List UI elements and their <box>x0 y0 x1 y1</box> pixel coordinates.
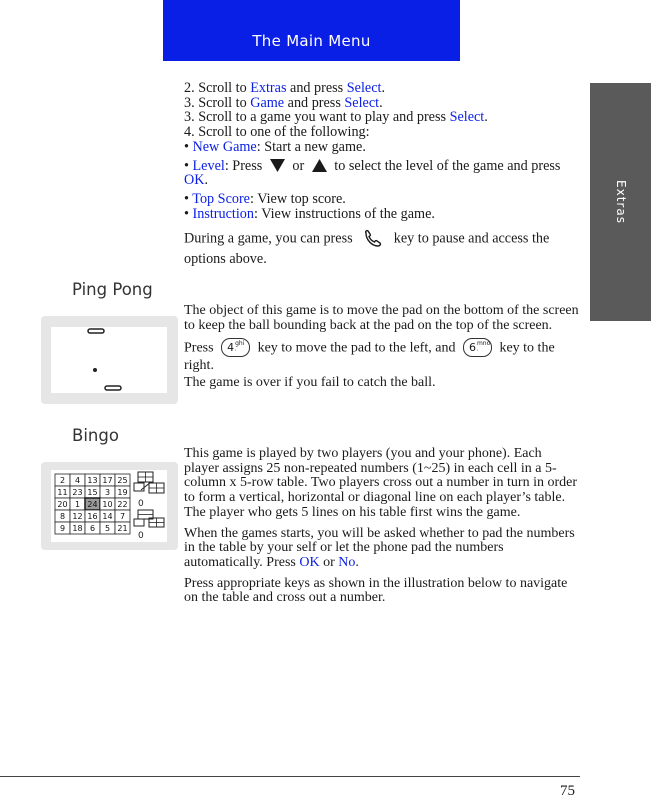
ball <box>93 368 97 372</box>
ping-pong-p3: The game is over if you fail to catch the ball. <box>184 375 436 391</box>
send-key-icon <box>360 228 386 250</box>
ping-pong-illustration <box>41 316 178 404</box>
ping-pong-heading: Ping Pong <box>72 280 153 299</box>
step-3a: 3. Scroll to Game and press Select. <box>184 94 383 111</box>
footer-rule <box>0 776 580 777</box>
bingo-cell-number: 25 <box>117 476 128 485</box>
score-bottom: 0 <box>138 531 144 541</box>
key-6-icon: 6 mno ᵢ <box>463 338 492 357</box>
bingo-cell-number: 10 <box>102 500 113 509</box>
page-header <box>163 0 460 61</box>
bingo-cell-number: 22 <box>117 500 128 509</box>
bingo-cell-number: 6 <box>89 524 96 533</box>
ping-pong-p2: Press 4 ghi ᵢ key to move the pad to the left, and 6 mno ᵢ key to the right. <box>184 340 555 374</box>
bingo-cell-number: 19 <box>117 488 128 497</box>
page-number: 75 <box>560 783 575 799</box>
bingo-cell-number: 5 <box>104 524 111 533</box>
bingo-cell-number: 24 <box>87 500 98 509</box>
bingo-cell-number: 2 <box>59 476 66 485</box>
bingo-cell-number: 1 <box>74 500 81 509</box>
bingo-cell-number: 3 <box>104 488 111 497</box>
bullet-top-score: • Top Score: View top score. <box>184 190 346 207</box>
bingo-cell-number: 7 <box>119 512 126 521</box>
bingo-cell-number: 11 <box>57 488 68 497</box>
bingo-cell-number: 23 <box>72 488 83 497</box>
step-4: 4. Scroll to one of the following: <box>184 124 370 141</box>
bingo-cell-number: 16 <box>87 512 98 521</box>
bingo-cell-number: 15 <box>87 488 98 497</box>
bingo-cell-number: 13 <box>87 476 98 485</box>
step-2: 2. Scroll to Extras and press Select. <box>184 80 385 96</box>
key-4-icon: 4 ghi ᵢ <box>221 338 250 357</box>
ping-pong-text <box>184 304 580 391</box>
down-arrow-icon <box>270 159 285 172</box>
ping-pong-screen <box>41 316 178 404</box>
score-top: 0 <box>138 499 144 509</box>
bullet-level: • Level: Press or to select the level of the game and press OK. <box>184 157 561 189</box>
bingo-screen <box>41 462 178 550</box>
step-3b: 3. Scroll to a game you want to play and press Select. <box>184 109 488 126</box>
bingo-cell-number: 8 <box>59 512 66 521</box>
bingo-cell-number: 20 <box>57 500 68 509</box>
header-title: The Main Menu <box>252 32 371 50</box>
bingo-cell-number: 17 <box>102 476 113 485</box>
steps-list <box>184 81 580 221</box>
bullet-new-game: • New Game: Start a new game. <box>184 138 366 155</box>
bingo-text <box>184 447 580 606</box>
bingo-cell-number: 18 <box>72 524 83 533</box>
bingo-cell-number: 4 <box>74 476 81 485</box>
bingo-p1: This game is played by two players (you and your phone). Each player assigns 25 non-repeated numbers (1~25) in each cell in a 5-column x 5-row table. Two players cross out a number in turn in order to form a vertical, horizontal or diagonal line on each player’s table. The player who gets 5 lines on his table first wins the game. <box>184 446 578 520</box>
bingo-heading: Bingo <box>72 426 119 445</box>
pause-paragraph: During a game, you can press key to pause and access the options above. <box>184 228 580 268</box>
bullet-instruction: • Instruction: View instructions of the game. <box>184 205 435 222</box>
bingo-p2: When the games starts, you will be asked whether to pad the numbers in the table by your self or let the phone pad the numbers automatically. Press OK or No. <box>184 525 575 570</box>
bingo-cell-number: 21 <box>117 524 128 533</box>
up-arrow-icon <box>312 159 327 172</box>
side-tab <box>590 83 651 321</box>
bingo-cell-number: 9 <box>59 524 66 533</box>
bingo-p3: Press appropriate keys as shown in the illustration below to navigate on the table and cross out a number. <box>184 575 568 606</box>
side-tab-label: Extras <box>613 180 628 224</box>
bingo-cell-number: 14 <box>102 512 113 521</box>
bingo-illustration <box>41 462 178 550</box>
bingo-cell-number: 12 <box>72 512 83 521</box>
ping-pong-p1: The object of this game is to move the pad on the bottom of the screen to keep the ball bounding back at the pad on the top of the screen. <box>184 303 579 333</box>
